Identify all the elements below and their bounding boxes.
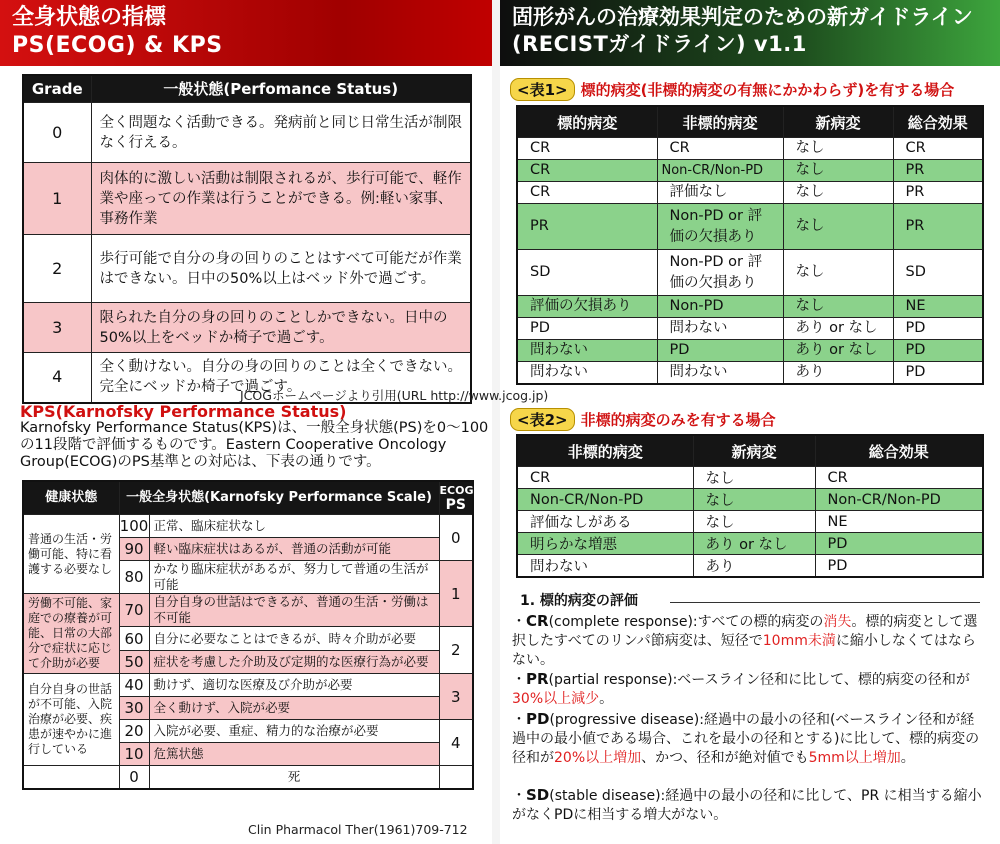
right-header xyxy=(500,0,1000,66)
table-row xyxy=(517,533,983,555)
table-row xyxy=(517,204,983,250)
kps-desc: 危篤状態 xyxy=(149,743,439,766)
t1-cell: PD xyxy=(517,318,657,340)
kps-health-empty xyxy=(23,766,119,790)
t2-cell: PD xyxy=(815,533,983,555)
kps-score: 40 xyxy=(119,674,149,697)
kps-head-scale: 一般全身状態(Karnofsky Performance Scale) xyxy=(119,481,439,515)
t1-cell: なし xyxy=(783,296,893,318)
kps-score: 50 xyxy=(119,651,149,674)
t2-cell: 評価なしがある xyxy=(517,511,693,533)
t1-cell: PR xyxy=(893,160,983,182)
t2-cell: CR xyxy=(517,467,693,489)
t2-header-row xyxy=(517,435,983,467)
evaluation-rule xyxy=(670,602,980,603)
t2-head: 総合効果 xyxy=(815,435,983,467)
table2-caption xyxy=(510,408,776,431)
t1-cell: 評価なし xyxy=(657,182,783,204)
kps-health-group: 労働不可能、家庭での療養が可能、日常の大部分で症状に応じて介助が必要 xyxy=(23,594,119,674)
t2-cell: NE xyxy=(815,511,983,533)
ecog-head-status: 一般状態(Perfomance Status) xyxy=(91,75,471,103)
pd-text: 、かつ、径和が絶対値でも xyxy=(641,750,809,766)
pd-text: (progressive disease):経過中の最小の径和(ベースライン径和が経過中の最小値である場合、これを最小の径和とする)に比して、標的病変の径和が xyxy=(512,712,980,766)
kps-desc: 死 xyxy=(149,766,439,790)
kps-score: 70 xyxy=(119,594,149,627)
kps-health-group: 自分自身の世話が不可能、入院治療が必要、疾患が速やかに進行している xyxy=(23,674,119,766)
kps-score: 60 xyxy=(119,627,149,651)
t1-head: 標的病変 xyxy=(517,106,657,138)
t1-cell: なし xyxy=(783,204,893,250)
table-row xyxy=(23,594,473,627)
kps-score: 80 xyxy=(119,561,149,594)
t1-cell: なし xyxy=(783,160,893,182)
t2-cell: 明らかな増悪 xyxy=(517,533,693,555)
ecog-desc: 全く問題なく活動できる。発病前と同じ日常生活が制限なく行える。 xyxy=(91,103,471,163)
ecog-table xyxy=(22,74,472,404)
t1-cell: PR xyxy=(517,204,657,250)
ecog-grade: 0 xyxy=(23,103,91,163)
right-header-title: 固形がんの治療効果判定のための新ガイドライン xyxy=(512,5,973,29)
left-header-subtitle: PS(ECOG) & KPS xyxy=(12,33,223,58)
table-row xyxy=(23,303,471,353)
t1-cell: あり or なし xyxy=(783,318,893,340)
table-row xyxy=(517,138,983,160)
table-row xyxy=(23,103,471,163)
t1-cell: Non-PD or 評価の欠損あり xyxy=(657,250,783,296)
left-header-title: 全身状態の指標 xyxy=(12,5,167,30)
cr-highlight: 10mm未満 xyxy=(762,633,836,649)
kps-ecog-ps: 4 xyxy=(439,720,473,766)
t1-cell: NE xyxy=(893,296,983,318)
table-row xyxy=(517,467,983,489)
t2-cell: あり xyxy=(693,555,815,578)
kps-ecog-ps: 0 xyxy=(439,515,473,561)
t1-cell: SD xyxy=(517,250,657,296)
t1-head: 非標的病変 xyxy=(657,106,783,138)
kps-ecog-ps: 2 xyxy=(439,627,473,674)
kps-header-row xyxy=(23,481,473,515)
kps-ecog-ps: 3 xyxy=(439,674,473,720)
t2-cell: なし xyxy=(693,467,815,489)
ecog-desc: 全く動けない。自分の身の回りのことは全くできない。完全にベッドか椅子で過ごす。 xyxy=(91,353,471,403)
kps-desc: 自分に必要なことはできるが、時々介助が必要 xyxy=(149,627,439,651)
pd-highlight: 5mm以上増加 xyxy=(808,750,901,766)
t1-head: 新病変 xyxy=(783,106,893,138)
pd-highlight: 20%以上増加 xyxy=(554,750,642,766)
kps-head-ecog-label: ECOG xyxy=(439,484,474,497)
kps-desc: 症状を考慮した介助及び定期的な医療行為が必要 xyxy=(149,651,439,674)
cr-text: に縮小しなくてはならない。 xyxy=(512,633,976,668)
ecog-head-grade: Grade xyxy=(23,75,91,103)
table-row xyxy=(517,489,983,511)
pr-text: 。 xyxy=(599,691,614,707)
t1-cell: CR xyxy=(517,182,657,204)
table1-caption xyxy=(510,78,954,101)
kps-desc: 動けず、適切な医療及び介助が必要 xyxy=(149,674,439,697)
kps-desc: 正常、臨床症状なし xyxy=(149,515,439,538)
panel-divider xyxy=(492,0,500,844)
kps-score: 20 xyxy=(119,720,149,743)
pr-term: PR xyxy=(526,670,549,688)
table-row xyxy=(517,318,983,340)
pr-text: (partial response):ベースライン径和に比して、標的病変の径和が xyxy=(548,672,970,688)
recist-table-1 xyxy=(516,105,984,385)
table-row xyxy=(23,515,473,538)
table1-tag: <表1> xyxy=(510,78,575,101)
ecog-header-row xyxy=(23,75,471,103)
kps-score: 10 xyxy=(119,743,149,766)
t1-cell: PR xyxy=(893,204,983,250)
kps-table xyxy=(22,480,474,790)
kps-score: 90 xyxy=(119,538,149,561)
t1-cell: 評価の欠損あり xyxy=(517,296,657,318)
kps-desc: 全く動けず、入院が必要 xyxy=(149,697,439,720)
ecog-desc: 限られた自分の身の回りのことしかできない。日中の50%以上をベッドか椅子で過ごす。 xyxy=(91,303,471,353)
kps-source: Clin Pharmacol Ther(1961)709-712 xyxy=(248,822,468,837)
t1-header-row xyxy=(517,106,983,138)
t1-cell: Non-PD or 評価の欠損あり xyxy=(657,204,783,250)
table-row xyxy=(23,674,473,697)
t1-cell: あり or なし xyxy=(783,340,893,362)
cr-term: CR xyxy=(526,612,549,630)
kps-score: 100 xyxy=(119,515,149,538)
table1-title: 標的病変(非標的病変の有無にかかわらず)を有する場合 xyxy=(580,81,955,99)
kps-head-ecog xyxy=(439,481,473,515)
table-row xyxy=(517,160,983,182)
t1-cell: 問わない xyxy=(517,340,657,362)
pr-highlight: 30%以上減少 xyxy=(512,691,600,707)
table-row xyxy=(23,163,471,235)
t1-cell: SD xyxy=(893,250,983,296)
t1-cell: 問わない xyxy=(657,318,783,340)
t1-cell: CR xyxy=(657,138,783,160)
table-row xyxy=(517,296,983,318)
pd-term: PD xyxy=(526,710,550,728)
t2-cell: Non-CR/Non-PD xyxy=(815,489,983,511)
sd-term: SD xyxy=(526,786,550,804)
recist-table-2 xyxy=(516,434,984,578)
kps-score: 0 xyxy=(119,766,149,790)
t1-cell: PR xyxy=(893,182,983,204)
t1-cell: CR xyxy=(517,160,657,182)
sd-text: (stable disease):経過中の最小の径和に比して、PR に相当する縮小がなくPDに相当する増大がない。 xyxy=(512,788,982,823)
t1-cell: PD xyxy=(893,362,983,385)
table-row xyxy=(517,362,983,385)
table-row xyxy=(517,555,983,578)
ecog-desc: 歩行可能で自分の身の回りのことはすべて可能だが作業はできない。日中の50%以上はベッド外で過ごす。 xyxy=(91,235,471,303)
cr-text: 。標的病変として選択したすべてのリンパ節病変は、短径で xyxy=(512,614,978,649)
kps-desc: 軽い臨床症状はあるが、普通の活動が可能 xyxy=(149,538,439,561)
kps-ecog-empty xyxy=(439,766,473,790)
ecog-source: JCOGホームページより引用(URL http://www.jcog.jp) xyxy=(240,388,549,403)
t1-cell: なし xyxy=(783,138,893,160)
t1-cell: PD xyxy=(657,340,783,362)
left-header xyxy=(0,0,492,66)
t2-cell: Non-CR/Non-PD xyxy=(517,489,693,511)
right-header-subtitle: (RECISTガイドライン) v1.1 xyxy=(512,32,807,56)
kps-desc: かなり臨床症状があるが、努力して普通の生活が可能 xyxy=(149,561,439,594)
t2-cell: 問わない xyxy=(517,555,693,578)
t1-cell: PD xyxy=(893,340,983,362)
ecog-desc: 肉体的に激しい活動は制限されるが、歩行可能で、軽作業や座っての作業は行うことができる。例:軽い家事、事務作業 xyxy=(91,163,471,235)
table2-title: 非標的病変のみを有する場合 xyxy=(580,411,776,429)
cr-text: (complete response):すべての標的病変の xyxy=(548,614,824,630)
t1-cell: なし xyxy=(783,182,893,204)
cr-highlight: 消失 xyxy=(823,614,852,630)
kps-score: 30 xyxy=(119,697,149,720)
t1-cell: PD xyxy=(893,318,983,340)
kps-health-group: 普通の生活・労働可能、特に看護する必要なし xyxy=(23,515,119,594)
t2-head: 非標的病変 xyxy=(517,435,693,467)
cr-definition: ・CR(complete response):すべての標的病変の消失。標的病変として選択したすべてのリンパ節病変は、短径で10mm未満に縮小しなくてはならない。 xyxy=(512,612,978,668)
table-row xyxy=(23,766,473,790)
t1-cell: Non-PD xyxy=(657,296,783,318)
table-row xyxy=(517,340,983,362)
ecog-grade: 4 xyxy=(23,353,91,403)
t2-cell: PD xyxy=(815,555,983,578)
evaluation-title: 1. 標的病変の評価 xyxy=(520,593,638,609)
pr-definition: ・PR(partial response):ベースライン径和に比して、標的病変の径和が30%以上減少。 xyxy=(512,670,970,707)
pd-definition: ・PD(progressive disease):経過中の最小の径和(ベースライン径和が経過中の最小値である場合、これを最小の径和とする)に比して、標的病変の径和が20%以上増加、かつ、径和が絶対値でも5mm以上増加。 xyxy=(512,710,980,766)
ecog-grade: 1 xyxy=(23,163,91,235)
ecog-grade: 3 xyxy=(23,303,91,353)
kps-ecog-ps: 1 xyxy=(439,561,473,627)
t2-cell: なし xyxy=(693,511,815,533)
t1-cell: CR xyxy=(517,138,657,160)
kps-title: KPS(Karnofsky Performance Status) xyxy=(20,402,347,421)
t1-cell: CR xyxy=(893,138,983,160)
t2-head: 新病変 xyxy=(693,435,815,467)
t1-cell: なし xyxy=(783,250,893,296)
ecog-grade: 2 xyxy=(23,235,91,303)
kps-head-health: 健康状態 xyxy=(23,481,119,515)
kps-head-ps-label: PS xyxy=(445,497,466,513)
t2-cell: CR xyxy=(815,467,983,489)
t1-cell: Non-CR/Non-PD xyxy=(657,160,783,182)
pd-text: 。 xyxy=(900,750,915,766)
table-row xyxy=(517,250,983,296)
table-row xyxy=(517,182,983,204)
sd-definition: ・SD(stable disease):経過中の最小の径和に比して、PR に相当する縮小がなくPDに相当する増大がない。 xyxy=(512,786,982,823)
kps-desc: 入院が必要、重症、精力的な治療が必要 xyxy=(149,720,439,743)
table-row xyxy=(517,511,983,533)
t1-cell: 問わない xyxy=(657,362,783,385)
t1-cell: 問わない xyxy=(517,362,657,385)
t2-cell: あり or なし xyxy=(693,533,815,555)
kps-desc: 自分自身の世話はできるが、普通の生活・労働は不可能 xyxy=(149,594,439,627)
table2-tag: <表2> xyxy=(510,408,575,431)
t1-cell: あり xyxy=(783,362,893,385)
kps-description: Karnofsky Performance Status(KPS)は、一般全身状態(PS)を0〜100の11段階で評価するものです。Eastern Cooperative Oncology Group(ECOG)のPS基準との対応は、下表の通りです。 xyxy=(20,420,489,470)
t2-cell: なし xyxy=(693,489,815,511)
t1-head: 総合効果 xyxy=(893,106,983,138)
table-row xyxy=(23,235,471,303)
